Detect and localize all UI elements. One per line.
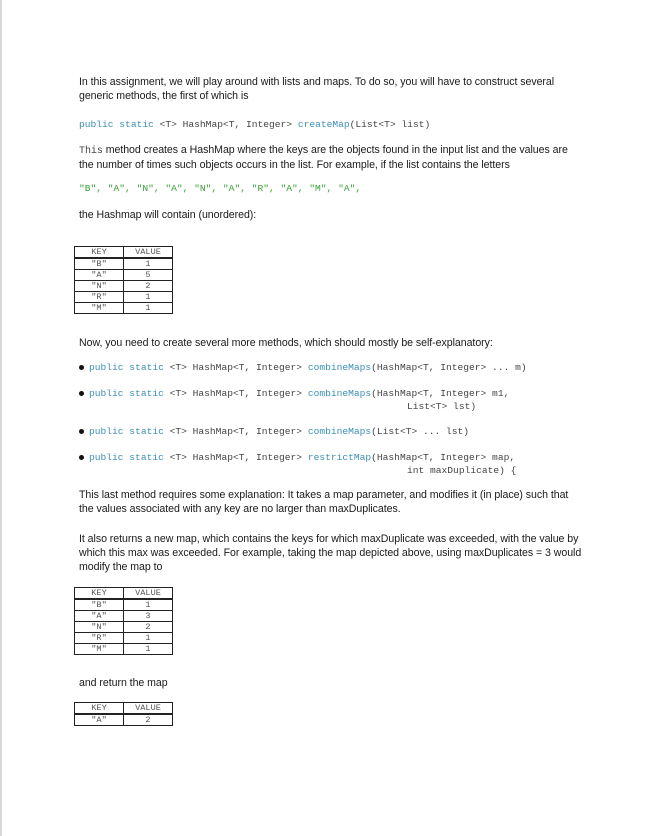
- key-cell: "N": [75, 622, 124, 633]
- bullet-continuation: List<T> lst): [407, 401, 477, 412]
- bullet-continuation: int maxDuplicate) {: [407, 465, 517, 476]
- bullet-keywords: public static: [89, 452, 164, 463]
- key-cell: "A": [75, 611, 124, 622]
- key-cell: "N": [75, 281, 124, 292]
- bullet-dot: [79, 429, 84, 434]
- value-cell: 2: [124, 622, 173, 633]
- key-header: KEY: [75, 703, 124, 715]
- table-row: [75, 292, 173, 303]
- value-cell: 2: [124, 714, 173, 726]
- table-row: [75, 599, 173, 611]
- table-row: [75, 258, 173, 270]
- para2-text: method creates a HashMap where the keys are the objects found in the input list and the values are the number of times such objects occurs in the list. For example, if the list contains the letters: [79, 144, 568, 171]
- bullet-keywords: public static: [89, 388, 164, 399]
- bullet-generic: <T>: [169, 388, 187, 399]
- bullet-combine-map-list: [89, 387, 509, 400]
- bullet-method-name: restrictMap: [307, 452, 372, 463]
- bullet-combine-varargs-lists: [89, 425, 469, 438]
- bullet-method-name: combineMaps: [307, 362, 372, 373]
- key-cell: "A": [75, 714, 124, 726]
- bullet-return-type: HashMap<T, Integer>: [192, 362, 303, 373]
- value-cell: 5: [124, 270, 173, 281]
- table-row: [75, 270, 173, 281]
- restricted-table: [74, 587, 173, 655]
- bullet-keywords: public static: [89, 362, 164, 373]
- value-cell: 1: [124, 292, 173, 303]
- table-row: [75, 303, 173, 314]
- bullet-args: (HashMap<T, Integer> map,: [371, 452, 516, 463]
- restrict-explanation: This last method requires some explanation: It takes a map parameter, and modifies it (in place) such that the values associated with any key are no larger than maxDuplicates.: [79, 489, 569, 515]
- table-row: [75, 281, 173, 292]
- table-header: [75, 247, 173, 259]
- table-header: [75, 588, 173, 600]
- create-map-description: [79, 143, 584, 172]
- bullet-dot: [79, 391, 84, 396]
- bullet-return-type: HashMap<T, Integer>: [192, 426, 303, 437]
- returns-explanation: It also returns a new map, which contains the keys for which maxDuplicate was exceeded, with the value by which this max was exceeded. For example, taking the map depicted above, using maxDuplicates = 3 would modify the map to: [79, 533, 582, 573]
- table-row: [75, 644, 173, 655]
- bullet-method-name: combineMaps: [307, 426, 372, 437]
- bullet-args: (List<T> ... lst): [371, 426, 470, 437]
- bullet-dot: [79, 455, 84, 460]
- bullet-return-type: HashMap<T, Integer>: [192, 388, 303, 399]
- value-cell: 1: [124, 599, 173, 611]
- value-cell: 3: [124, 611, 173, 622]
- bullet-args: (HashMap<T, Integer> ... m): [371, 362, 527, 373]
- bullet-generic: <T>: [169, 452, 187, 463]
- key-header: KEY: [75, 247, 124, 259]
- sig-return-type: HashMap<T, Integer>: [182, 119, 293, 130]
- bullet-generic: <T>: [169, 426, 187, 437]
- bullet-generic: <T>: [169, 362, 187, 373]
- overflow-table: [74, 702, 173, 726]
- hashmap-line: the Hashmap will contain (unordered):: [79, 209, 257, 221]
- value-cell: 1: [124, 303, 173, 314]
- bullet-combine-varargs-maps: [89, 361, 527, 374]
- key-cell: "M": [75, 644, 124, 655]
- create-map-signature: [79, 118, 430, 131]
- table-row: [75, 633, 173, 644]
- value-cell: 1: [124, 633, 173, 644]
- value-cell: 2: [124, 281, 173, 292]
- bullet-method-name: combineMaps: [307, 388, 372, 399]
- sig-args: (List<T> list): [349, 119, 431, 130]
- table-header: [75, 703, 173, 715]
- bullet-dot: [79, 365, 84, 370]
- value-header: VALUE: [124, 247, 173, 259]
- count-table: [74, 246, 173, 314]
- bullet-return-type: HashMap<T, Integer>: [192, 452, 303, 463]
- bullet-restrict-map: [89, 451, 515, 464]
- key-header: KEY: [75, 588, 124, 600]
- now-line: Now, you need to create several more methods, which should mostly be self-explanatory:: [79, 337, 493, 349]
- key-cell: "B": [75, 258, 124, 270]
- key-cell: "M": [75, 303, 124, 314]
- sig-generic: <T>: [159, 119, 177, 130]
- table-row: [75, 622, 173, 633]
- key-cell: "R": [75, 633, 124, 644]
- para2-lead: This: [79, 146, 103, 157]
- return-line: and return the map: [79, 677, 168, 689]
- key-cell: "B": [75, 599, 124, 611]
- table-row: [75, 611, 173, 622]
- value-header: VALUE: [124, 588, 173, 600]
- value-header: VALUE: [124, 703, 173, 715]
- sig-keywords: public static: [79, 119, 154, 130]
- sig-method-name: createMap: [297, 119, 350, 130]
- value-cell: 1: [124, 258, 173, 270]
- bullet-args: (HashMap<T, Integer> m1,: [371, 388, 510, 399]
- key-cell: "A": [75, 270, 124, 281]
- value-cell: 1: [124, 644, 173, 655]
- key-cell: "R": [75, 292, 124, 303]
- bullet-keywords: public static: [89, 426, 164, 437]
- table-row: [75, 714, 173, 726]
- letters-list: "B", "A", "N", "A", "N", "A", "R", "A", "M", "A",: [79, 183, 362, 194]
- intro-paragraph: In this assignment, we will play around with lists and maps. To do so, you will have to construct several generic methods, the first of which is: [79, 76, 555, 102]
- page-edge: [0, 0, 2, 836]
